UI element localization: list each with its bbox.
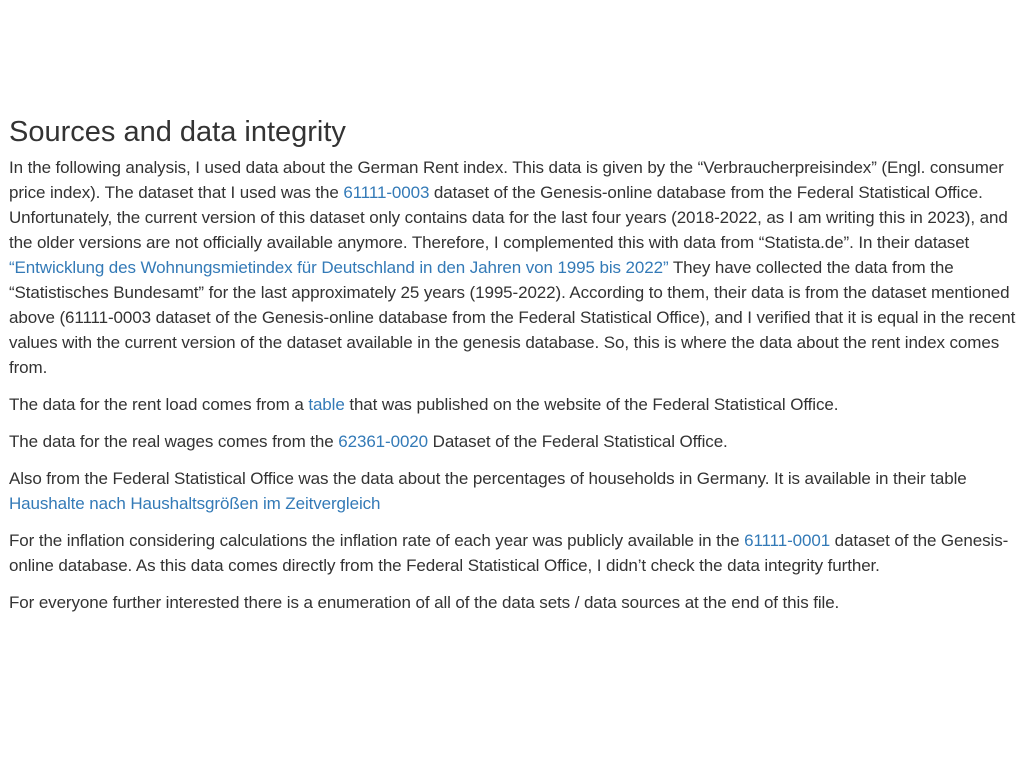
text: dataset of the Genesis-online database. As this data comes directly from the Federal Statistical Office, I didn’t check the data integrity further. <box>9 531 1009 575</box>
paragraph-households <box>9 466 1019 516</box>
document-content <box>9 114 1019 627</box>
paragraph-inflation <box>9 528 1019 578</box>
text: The data for the real wages comes from the <box>9 432 339 451</box>
text: Also from the Federal Statistical Office was the data about the percentages of households in Germany. It is available in their table <box>9 469 967 488</box>
link-dataset-62361-0020[interactable]: 62361-0020 <box>338 432 429 451</box>
text: The data for the rent load comes from a <box>9 395 309 414</box>
section-heading: Sources and data integrity <box>9 116 346 148</box>
link-table[interactable]: table <box>308 395 345 414</box>
paragraph-rent-load <box>9 392 1019 417</box>
text: In the following analysis, I used data about the German Rent index. This data is given by the “Verbraucherpreisindex” (Engl. consumer price index). The dataset that I used was the <box>9 158 1004 202</box>
text: Dataset of the Federal Statistical Office. <box>428 432 728 451</box>
text: dataset of the Genesis-online database from the Federal Statistical Office. Unfortunately, the current version of this dataset only contains data for the last four years (2018-2022, as I am writing this in 2023), and the older versions are not officially available anymore. Therefore, I complemented this with data from “Statista.de”. In their dataset <box>9 183 1008 252</box>
paragraph-further-info <box>9 590 1019 615</box>
link-statista-dataset[interactable]: “Entwicklung des Wohnungsmietindex für Deutschland in den Jahren von 1995 bis 2022” <box>9 258 669 277</box>
text: that was published on the website of the Federal Statistical Office. <box>344 395 839 414</box>
text: For the inflation considering calculations the inflation rate of each year was publicly available in the <box>9 531 745 550</box>
text: They have collected the data from the “Statistisches Bundesamt” for the last approximately 25 years (1995-2022). According to them, their data is from the dataset mentioned above (61111-0003 dataset of the Genesis-online database from the Federal Statistical Office), and I verified that it is equal in the recent values with the current version of the dataset available in the genesis database. So, this is where the data about the rent index comes from. <box>9 258 1016 377</box>
paragraph-real-wages <box>9 429 1019 454</box>
text: For everyone further interested there is a enumeration of all of the data sets / data sources at the end of this file. <box>9 593 840 612</box>
link-dataset-61111-0003[interactable]: 61111-0003 <box>343 183 430 202</box>
link-households-table[interactable]: Haushalte nach Haushaltsgrößen im Zeitvergleich <box>9 494 381 513</box>
link-dataset-61111-0001[interactable]: 61111-0001 <box>744 531 831 550</box>
paragraph-rent-index <box>9 155 1019 380</box>
